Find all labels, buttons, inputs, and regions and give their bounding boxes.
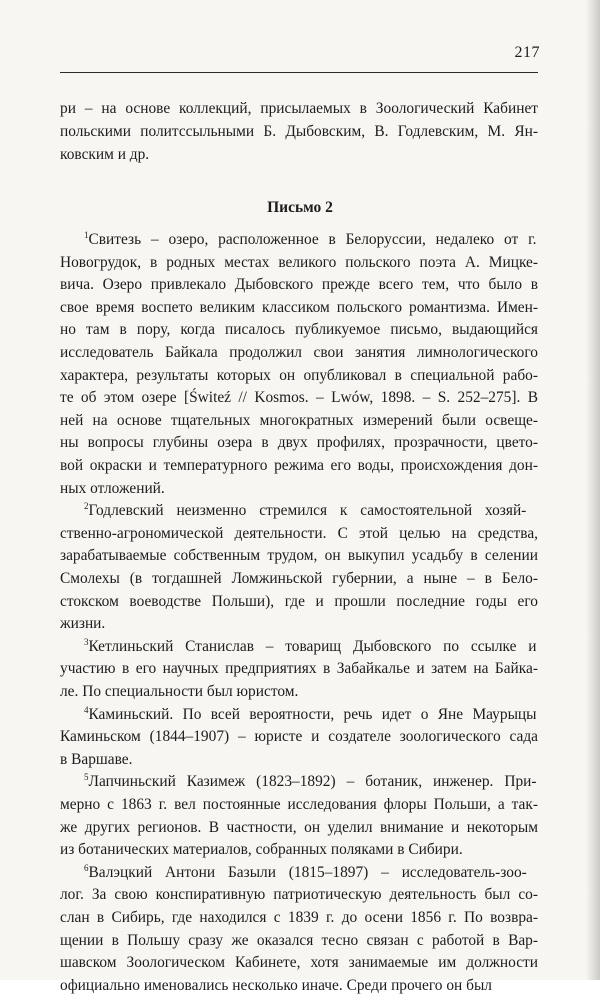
text-line: [60, 478, 538, 500]
line-text: Смолехы (в тогдашней Ломжиньской губернии, а ныне – в Бело-: [60, 570, 538, 587]
footnote-marker: 6: [84, 862, 89, 873]
line-text: Годлевский неизменно стремился к самостоятельной хозяй-: [88, 502, 527, 520]
footnote-marker: 2: [84, 501, 89, 512]
line-text: польскими политссыльными Б. Дыбовским, В. Годлевским, М. Ян-: [60, 123, 538, 140]
text-line: [60, 591, 538, 613]
line-text: жизни.: [60, 615, 106, 633]
text-line: [60, 613, 538, 635]
line-text: Кетлиньский Станислав – товарищ Дыбовского по ссылке и: [88, 637, 537, 655]
text-line: [60, 794, 538, 816]
line-text: мерно с 1863 г. вел постоянные исследования флоры Польши, а так-: [60, 796, 538, 813]
line-text: ней на основе тщательных многократных измерений были освеще-: [60, 411, 538, 429]
text-line: [60, 432, 538, 454]
line-text: Свитезь – озеро, расположенное в Белоруссии, недалеко от г.: [88, 231, 537, 248]
text-line: [84, 771, 538, 793]
line-text: Каминьский. По всей вероятности, речь идет о Яне Маурыцы: [88, 705, 537, 723]
page-number: 217: [514, 44, 540, 61]
text-line: [84, 229, 538, 251]
line-text: стокском воеводстве Польши), где и прошли последние годы его: [60, 592, 538, 610]
footnote-marker: 4: [84, 704, 89, 715]
text-line: [60, 975, 538, 997]
text-line: [60, 907, 538, 929]
line-text: ны вопросы глубины озера в двух профилях, прозрачности, цвето-: [60, 434, 538, 452]
text-line: [60, 319, 538, 341]
text-line: [60, 121, 538, 143]
line-text: свое время воспето великим классиком польского романтизма. Имен-: [60, 298, 538, 316]
line-text: вича. Озеро привлекало Дыбовского прежде всего тем, что было в: [60, 276, 538, 294]
header-rule: [60, 72, 538, 73]
line-text: но там в пору, когда писалось публикуемое письмо, выдающийся: [60, 321, 538, 339]
text-line: [60, 545, 538, 567]
line-text: исследователь Байкала продолжил свои занятия лимнологического: [60, 344, 538, 361]
line-text: Лапчиньский Казимеж (1823–1892) – ботаник, инженер. При-: [88, 773, 537, 791]
line-text: ных отложений.: [60, 479, 165, 497]
line-text: ле. По специальности был юристом.: [60, 683, 299, 700]
line-text: шавском Зоологическом Кабинете, хотя занимаемые им должности: [60, 954, 538, 972]
text-line: [84, 862, 538, 884]
line-text: вой окраски и температурного режима его воды, происхождения дон-: [60, 457, 538, 474]
text-line: [60, 568, 538, 590]
text-line: [60, 726, 538, 748]
text-line: [60, 252, 538, 274]
line-text: в Варшаве.: [60, 750, 133, 768]
text-line: [60, 144, 538, 166]
text-line: [60, 952, 538, 974]
text-line: [60, 681, 538, 703]
text-line: [60, 658, 538, 680]
text-line: [60, 749, 538, 771]
line-text: ковским и др.: [60, 146, 150, 163]
line-text: щении в Польшу сразу же оказался тесно связан с работой в Вар-: [60, 931, 538, 949]
line-text: характера, результаты которых он опубликовал в специальной рабо-: [60, 366, 538, 384]
line-text: Новогрудок, в родных местах великого польского поэта А. Мицке-: [60, 253, 538, 271]
line-text: Валэцкий Антони Базыли (1815–1897) – исследователь-зоо-: [88, 863, 527, 881]
text-line: [84, 704, 538, 726]
text-line: [60, 839, 538, 861]
text-line: [60, 387, 538, 409]
section-heading: Письмо 2: [267, 199, 333, 216]
line-text: официально именовались несколько иначе. Среди прочего он был: [60, 976, 492, 994]
line-text: слан в Сибирь, где находился с 1839 г. до осени 1856 г. По возвра-: [60, 909, 538, 926]
text-line: [60, 98, 538, 120]
line-text: ри – на основе коллекций, присылаемых в Зоологический Кабинет: [60, 100, 538, 117]
text-line: [60, 342, 538, 364]
line-text: те об этом озере [Świteź // Kosmos. – Lwów, 1898. – S. 252–275]. В: [60, 389, 538, 407]
text-line: [84, 636, 538, 658]
line-text: ственно-агрономической деятельности. С этой целью на средства,: [60, 524, 538, 542]
text-line: [60, 365, 538, 387]
line-text: участию в его научных предприятиях в Забайкалье и затем на Байка-: [60, 660, 538, 678]
text-line: [60, 930, 538, 952]
text-line: [60, 455, 538, 477]
text-line: [60, 274, 538, 296]
text-line: [60, 523, 538, 545]
text-line: [84, 500, 538, 522]
line-text: зарабатываемые собственным трудом, он выкупил усадьбу в селении: [60, 547, 538, 565]
line-text: Каминьском (1844–1907) – юристе и создателе зоологического сада: [60, 728, 538, 746]
text-line: [60, 817, 538, 839]
footnote-marker: 1: [84, 230, 89, 240]
text-line: [60, 297, 538, 319]
line-text: из ботанических материалов, собранных поляками в Сибири.: [60, 841, 463, 859]
footnote-marker: 3: [84, 636, 89, 647]
text-line: [60, 884, 538, 906]
text-line: [60, 410, 538, 432]
line-text: лог. За свою конспиративную патриотическую деятельность был со-: [60, 886, 538, 904]
line-text: же других регионов. В частности, он уделил внимание и некоторым: [60, 818, 538, 836]
footnote-marker: 5: [84, 772, 89, 783]
